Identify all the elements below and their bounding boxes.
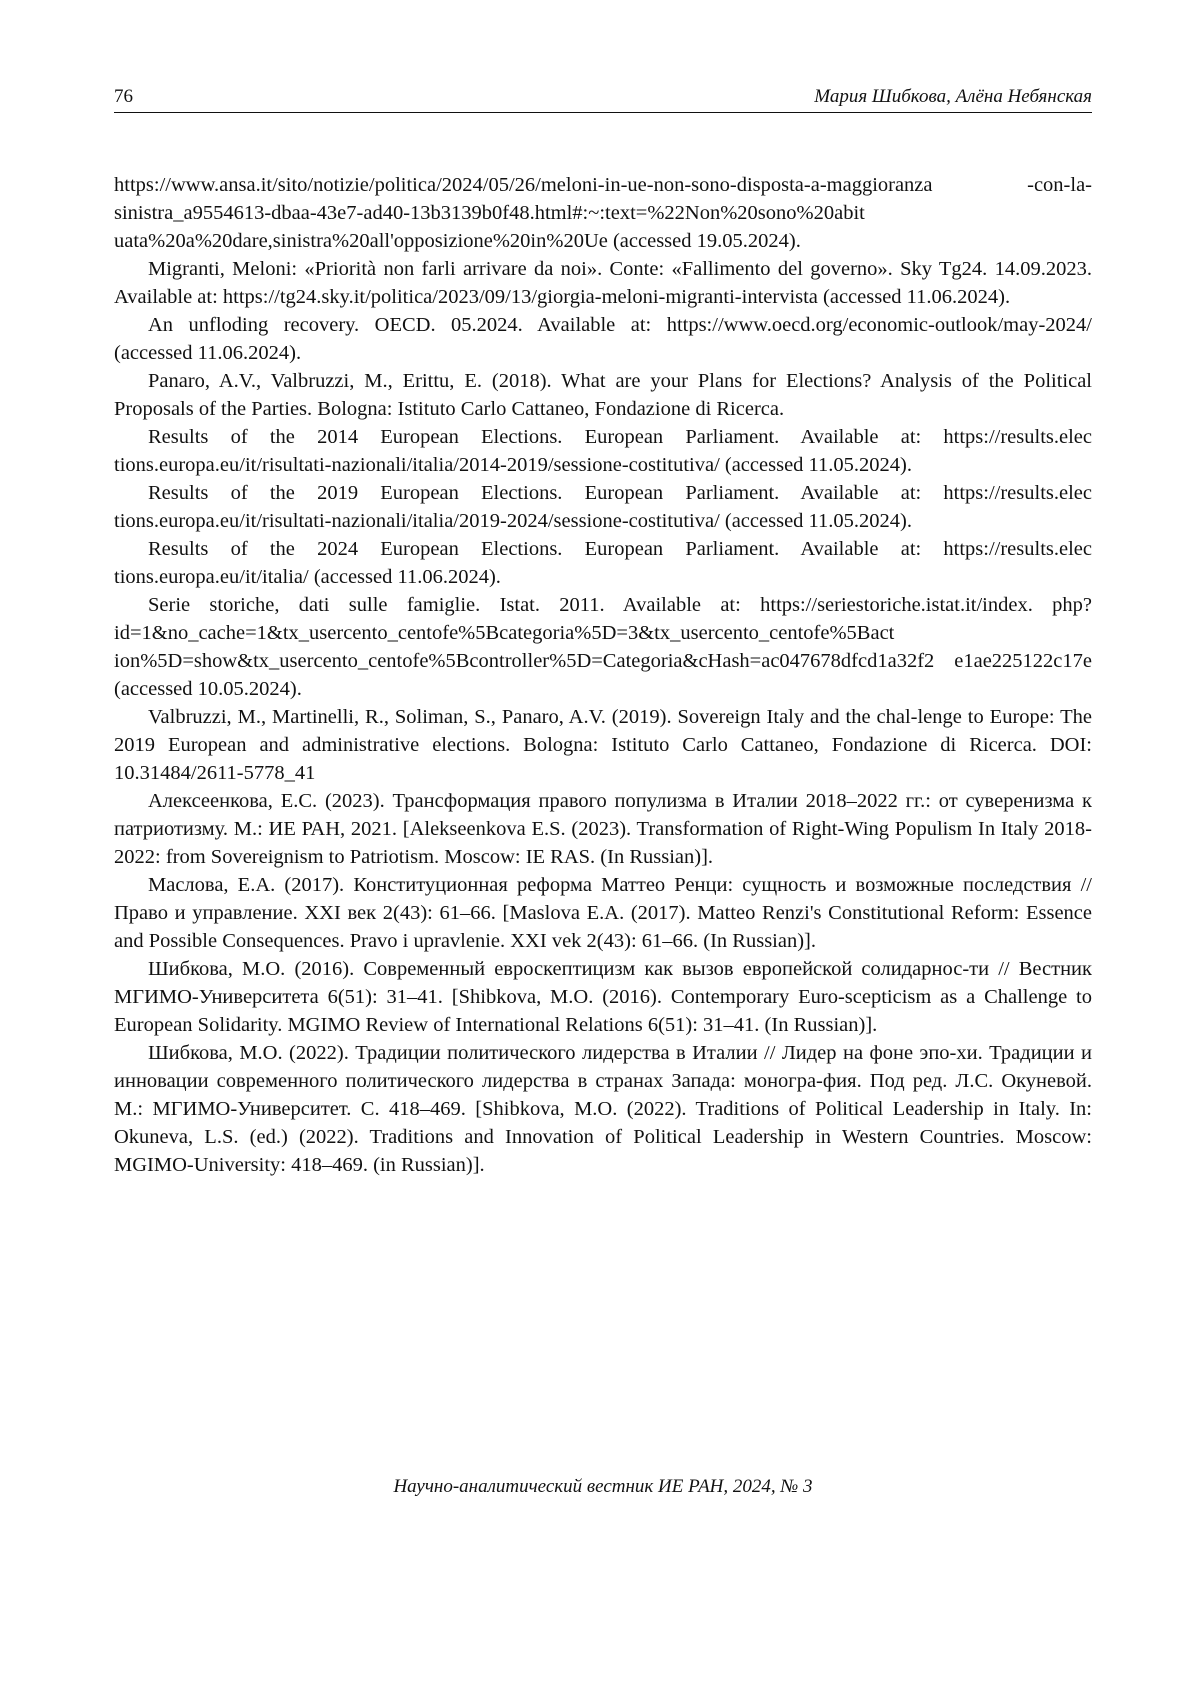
reference-item: Migranti, Meloni: «Priorità non farli arrivare da noi». Conte: «Fallimento del governo». Sky Tg24. 14.09.2023. Available at: https://tg24.sky.it/politica/2023/09/13/giorgia-meloni-migranti-intervista (accessed 11.06.2024). bbox=[114, 258, 1092, 308]
reference-item-continued: https://www.ansa.it/sito/notizie/politica/2024/05/26/meloni-in-ue-non-sono-disposta-a-maggioranza -con-la-sinistra_a9554613-dbaa-43e7-ad40-13b3139b0f48.html#:~:text=%22Non%20sono%20abit uata%20a%20dare,sinistra%20all'opposizione%20in%20Ue (accessed 19.05.2024). bbox=[114, 174, 1092, 252]
reference-item: Results of the 2019 European Elections. European Parliament. Available at: https://results.elec tions.europa.eu/it/risultati-nazionali/italia/2019-2024/sessione-costitutiva/ (accessed 11.05.2024). bbox=[114, 482, 1092, 532]
reference-item: Serie storiche, dati sulle famiglie. Istat. 2011. Available at: https://seriestoriche.istat.it/index. php?id=1&no_cache=1&tx_usercento_centofe%5Bcategoria%5D=3&tx_usercento_centofe%5Bact ion%5D=show&tx_usercento_centofe%5Bcontroller%5D=Categoria&cHash=ac047678dfcd1a32f2 e1ae225122c17e (accessed 10.05.2024). bbox=[114, 594, 1092, 700]
reference-item: Results of the 2014 European Elections. European Parliament. Available at: https://results.elec tions.europa.eu/it/risultati-nazionali/italia/2014-2019/sessione-costitutiva/ (accessed 11.05.2024). bbox=[114, 426, 1092, 476]
running-header bbox=[114, 86, 1092, 113]
reference-item: Маслова, Е.А. (2017). Конституционная реформа Маттео Ренци: сущность и возможные последствия // Право и управление. XXI век 2(43): 61–66. [Maslova E.A. (2017). Matteo Renzi's Constitutional Reform: Essence and Possible Consequences. Pravo i upravlenie. XXI vek 2(43): 61–66. (In Russian)]. bbox=[114, 874, 1092, 952]
reference-item: Алексеенкова, Е.С. (2023). Трансформация правого популизма в Италии 2018–2022 гг.: от суверенизма к патриотизму. М.: ИЕ РАН, 2021. [Alekseenkova E.S. (2023). Transformation of Right-Wing Populism In Italy 2018-2022: from Sovereignism to Patriotism. Moscow: IE RAS. (In Russian)]. bbox=[114, 790, 1092, 868]
page-number: 76 bbox=[114, 86, 133, 107]
reference-list bbox=[114, 171, 1092, 1179]
journal-footer: Научно-аналитический вестник ИЕ РАН, 2024, № 3 bbox=[393, 1476, 813, 1497]
running-header-authors: Мария Шибкова, Алёна Небянская bbox=[814, 86, 1092, 107]
reference-item: Шибкова, М.О. (2016). Современный евроскептицизм как вызов европейской солидарнос-ти // Вестник МГИМО-Университета 6(51): 31–41. [Shibkova, M.O. (2016). Contemporary Euro-scepticism as a Challenge to European Solidarity. MGIMO Review of International Relations 6(51): 31–41. (In Russian)]. bbox=[114, 958, 1092, 1036]
reference-item: Results of the 2024 European Elections. European Parliament. Available at: https://results.elec tions.europa.eu/it/italia/ (accessed 11.06.2024). bbox=[114, 538, 1092, 588]
reference-item: Valbruzzi, M., Martinelli, R., Soliman, S., Panaro, A.V. (2019). Sovereign Italy and the chal-lenge to Europe: The 2019 European and administrative elections. Bologna: Istituto Carlo Cattaneo, Fondazione di Ricerca. DOI: 10.31484/2611-5778_41 bbox=[114, 706, 1092, 784]
reference-item: An unfloding recovery. OECD. 05.2024. Available at: https://www.oecd.org/economic-outlook/may-2024/ (accessed 11.06.2024). bbox=[114, 314, 1092, 364]
reference-item: Шибкова, М.О. (2022). Традиции политического лидерства в Италии // Лидер на фоне эпо-хи. Традиции и инновации современного политического лидерства в странах Запада: моногра-фия. Под ред. Л.С. Окуневой. М.: МГИМО-Университет. С. 418–469. [Shibkova, M.O. (2022). Traditions of Political Leadership in Italy. In: Okuneva, L.S. (ed.) (2022). Traditions and Innovation of Political Leadership in Western Countries. Moscow: MGIMO-University: 418–469. (in Russian)]. bbox=[114, 1042, 1092, 1176]
reference-item: Panaro, A.V., Valbruzzi, M., Erittu, E. (2018). What are your Plans for Elections? Analysis of the Political Proposals of the Parties. Bologna: Istituto Carlo Cattaneo, Fondazione di Ricerca. bbox=[114, 370, 1092, 420]
